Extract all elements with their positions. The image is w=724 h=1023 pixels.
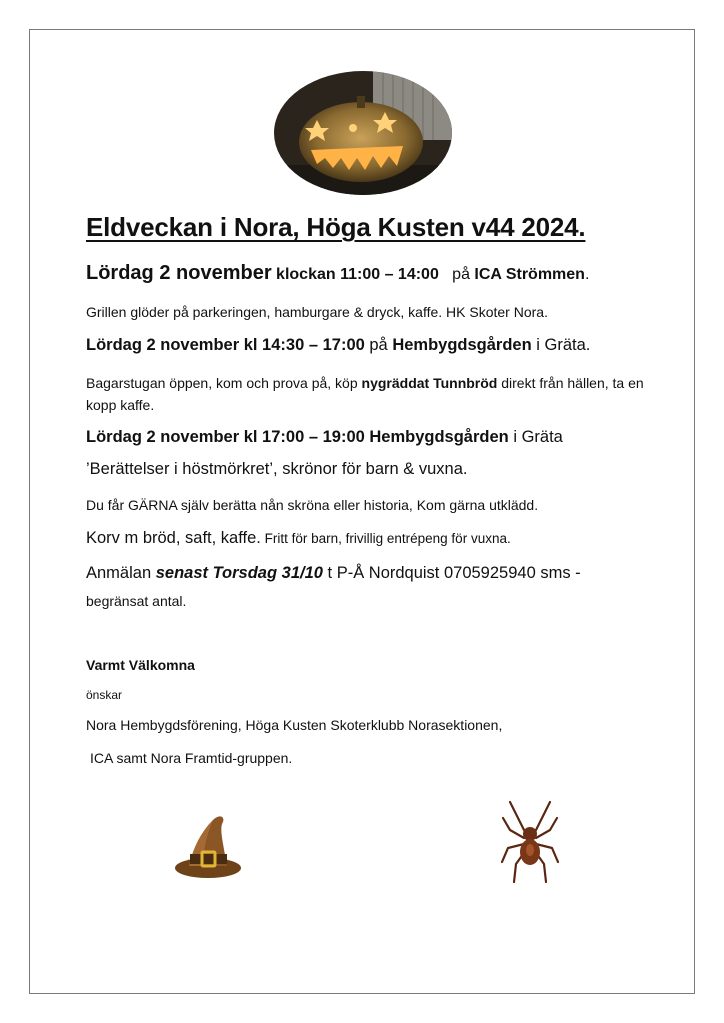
event3-story: ’Berättelser i höstmörkret’, skrönor för barn & vuxna.: [86, 460, 468, 478]
organizers-line-2: ICA samt Nora Framtid-gruppen.: [90, 750, 293, 766]
event1-description: Grillen glöder på parkeringen, hamburgare & dryck, kaffe. HK Skoter Nora.: [86, 304, 548, 320]
event2-on: på: [364, 336, 393, 354]
event2-desc-a: Bagarstugan öppen, kom och prova på, köp: [86, 375, 362, 391]
event3-food: [86, 529, 511, 548]
event2-location: i Gräta.: [531, 336, 591, 354]
event2-day-time: Lördag 2 november kl 14:30 – 17:00: [86, 336, 365, 354]
event1-day: Lördag 2 november: [86, 262, 272, 284]
event2-desc-bold: nygräddat Tunnbröd: [361, 375, 498, 391]
page-title: Eldveckan i Nora, Höga Kusten v44 2024.: [86, 212, 586, 242]
event3-invite: Du får GÄRNA själv berätta nån skröna eller historia, Kom gärna utklädd.: [86, 497, 539, 513]
event1-on: på: [438, 266, 475, 283]
event2-description: [86, 372, 646, 416]
wish-text: önskar: [86, 688, 123, 702]
event2-desc-b: direkt från hällen, ta en kopp kaffe.: [86, 375, 644, 413]
event1-end: .: [584, 266, 590, 283]
signup-deadline: senast Torsdag 31/10: [155, 564, 323, 582]
event3-day-time: Lördag 2 november kl 17:00 – 19:00 Hembygdsgården: [86, 428, 509, 446]
signup-label: Anmälan: [86, 564, 156, 582]
welcome-text: Varmt Välkomna: [86, 657, 195, 673]
event1-place: ICA Strömmen: [474, 266, 585, 283]
event1-heading: [86, 262, 589, 285]
witch-hat-icon: [173, 812, 243, 880]
signup-limit: begränsat antal.: [86, 593, 187, 609]
event3-fee: Fritt för barn, frivillig entrépeng för vuxna.: [260, 531, 511, 546]
event1-time: klockan 11:00 – 14:00: [271, 266, 439, 283]
signup-line: [86, 564, 581, 583]
spider-icon: [500, 800, 560, 884]
event2-heading: [86, 336, 590, 355]
event3-heading: [86, 428, 563, 447]
organizers-line-1: Nora Hembygdsförening, Höga Kusten Skoterklubb Norasektionen,: [86, 717, 503, 733]
pumpkin-icon: [273, 70, 453, 196]
event3-location: i Gräta: [508, 428, 563, 446]
event2-place: Hembygdsgården: [392, 336, 532, 354]
signup-contact: t P-Å Nordquist 0705925940 sms -: [322, 564, 581, 582]
event3-food-text: Korv m bröd, saft, kaffe.: [86, 529, 261, 547]
